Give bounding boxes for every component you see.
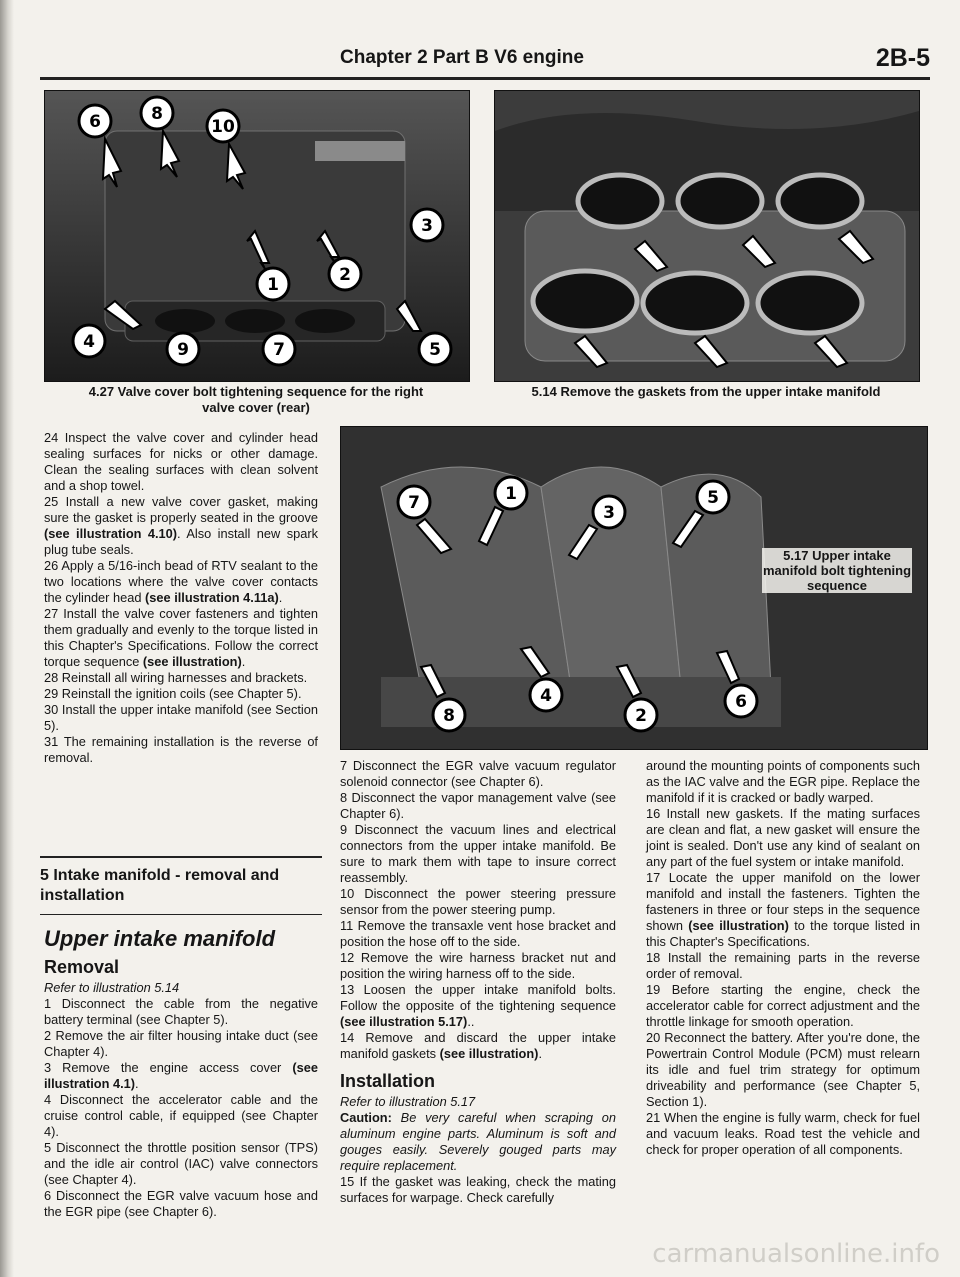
- callout-marker: [257, 268, 289, 300]
- paragraph: 28 Reinstall all wiring harnesses and brackets.: [44, 670, 308, 685]
- svg-text:2: 2: [635, 706, 647, 726]
- middle-column: [340, 758, 616, 1206]
- paragraph: 6 Disconnect the EGR valve vacuum hose and the EGR pipe (see Chapter 6).: [44, 1188, 318, 1219]
- paragraph: 9 Disconnect the vacuum lines and electrical connectors from the upper intake manifold. Be sure to mark them with tape to insure correct reassembly.: [340, 822, 616, 885]
- paragraph: 21 When the engine is fully warm, check for fuel and vacuum leaks. Road test the vehicle and check for proper operation of all components.: [646, 1110, 920, 1157]
- left-column-bottom: [44, 920, 318, 1220]
- svg-text:9: 9: [177, 340, 189, 360]
- callout-marker: [207, 110, 239, 142]
- svg-text:5: 5: [429, 340, 441, 360]
- paragraph: 2 Remove the air filter housing intake duct (see Chapter 4).: [44, 1028, 318, 1059]
- header-rule: [40, 77, 930, 80]
- callout-marker: [725, 685, 757, 717]
- svg-text:4: 4: [83, 332, 95, 352]
- paragraph: 1 Disconnect the cable from the negative battery terminal (see Chapter 5).: [44, 996, 318, 1027]
- callout-marker: [73, 325, 105, 357]
- svg-text:8: 8: [443, 706, 455, 726]
- callout-marker: [530, 679, 562, 711]
- photo-5-14: [494, 90, 920, 382]
- illustration-reference: Refer to illustration 5.14: [44, 980, 180, 995]
- paragraph: 25 Install a new valve cover gasket, making sure the gasket is properly seated in the groove (see illustration 4.10). Also install new spark plug tube seals.: [44, 494, 318, 557]
- callout-marker: [419, 333, 451, 365]
- watermark: carmanualsonline.info: [652, 1239, 940, 1269]
- paragraph: 10 Disconnect the power steering pressure sensor from the power steering pump.: [340, 886, 616, 917]
- page-number: 2B-5: [875, 44, 930, 72]
- paragraph: 4 Disconnect the accelerator cable and the cruise control cable, if equipped (see Chapter 4).: [44, 1092, 318, 1139]
- svg-text:1: 1: [267, 275, 279, 295]
- callout-marker: [495, 477, 527, 509]
- paragraph: 12 Remove the wire harness bracket nut and position the wiring harness off to the side.: [340, 950, 616, 981]
- paragraph: 3 Remove the engine access cover (see illustration 4.1).: [44, 1060, 318, 1091]
- svg-text:8: 8: [151, 104, 163, 124]
- paragraph: around the mounting points of components such as the IAC valve and the EGR pipe. Replace the manifold if it is cracked or badly warped.: [646, 758, 920, 805]
- paragraph: 19 Before starting the engine, check the accelerator cable for correct adjustment and the throttle linkage for smooth operation.: [646, 982, 920, 1029]
- left-column-top: [44, 430, 318, 766]
- svg-text:7: 7: [273, 340, 285, 360]
- section-heading: 5 Intake manifold - removal and installation: [40, 856, 322, 915]
- svg-text:7: 7: [408, 493, 420, 513]
- paragraph: 26 Apply a 5/16-inch bead of RTV sealant to the two locations where the valve cover contacts the cylinder head (see illustration 4.11a).: [44, 558, 318, 605]
- svg-text:6: 6: [89, 112, 101, 132]
- caption-5-14: 5.14 Remove the gaskets from the upper intake manifold: [531, 384, 881, 399]
- paragraph: 5 Disconnect the throttle position sensor (TPS) and the idle air control (IAC) valve connectors (see Chapter 4).: [44, 1140, 318, 1187]
- paragraph: 14 Remove and discard the upper intake manifold gaskets (see illustration).: [340, 1030, 616, 1061]
- callout-marker: [593, 496, 625, 528]
- caption-5-17: 5.17 Upper intake manifold bolt tightening sequence: [762, 548, 912, 593]
- paragraph: 7 Disconnect the EGR valve vacuum regulator solenoid connector (see Chapter 6).: [340, 758, 616, 789]
- svg-text:4: 4: [540, 686, 552, 706]
- callout-marker: [697, 481, 729, 513]
- svg-text:6: 6: [735, 692, 747, 712]
- callout-marker: [167, 333, 199, 365]
- svg-text:10: 10: [211, 117, 235, 137]
- callout-marker: [398, 486, 430, 518]
- illustration-reference: Refer to illustration 5.17: [340, 1094, 476, 1109]
- paragraph: 15 If the gasket was leaking, check the mating surfaces for warpage. Check carefully: [340, 1174, 616, 1205]
- paragraph: 8 Disconnect the vapor management valve (see Chapter 6).: [340, 790, 616, 821]
- page-header: [40, 44, 930, 74]
- svg-text:3: 3: [603, 503, 615, 523]
- callout-marker: [263, 333, 295, 365]
- page-spine-shadow: [0, 0, 14, 1277]
- paragraph: 29 Reinstall the ignition coils (see Chapter 5).: [44, 686, 302, 701]
- callout-marker: [625, 699, 657, 731]
- paragraph: 13 Loosen the upper intake manifold bolts. Follow the opposite of the tightening sequence (see illustration 5.17)..: [340, 982, 616, 1029]
- removal-heading: Removal: [44, 957, 120, 977]
- callout-marker: [79, 105, 111, 137]
- callout-marker: [141, 97, 173, 129]
- svg-text:2: 2: [339, 265, 351, 285]
- photo-4-27: [44, 90, 470, 382]
- caption-4-27: 4.27 Valve cover bolt tightening sequence for the right valve cover (rear): [88, 384, 424, 415]
- paragraph: 16 Install new gaskets. If the mating surfaces are clean and flat, a new gasket will ensure the joint is sealed. Don't use any kind of sealant on any part of the fuel system or intake manifold.: [646, 806, 920, 869]
- caution-note: Caution: Be very careful when scraping on aluminum engine parts. Aluminum is soft and gouges easily. Severely gouged parts may require replacement.: [340, 1110, 616, 1173]
- svg-text:3: 3: [421, 216, 433, 236]
- svg-text:5: 5: [707, 488, 719, 508]
- paragraph: 11 Remove the transaxle vent hose bracket and position the hose off to the side.: [340, 918, 616, 949]
- paragraph: 31 The remaining installation is the reverse of removal.: [44, 734, 318, 765]
- callout-marker: [411, 209, 443, 241]
- paragraph: 17 Locate the upper manifold on the lower manifold and install the fasteners. Tighten the fasteners in three or four steps in the sequence shown (see illustration) to the torque listed in this Chapter's Specifications.: [646, 870, 920, 949]
- chapter-title: Chapter 2 Part B V6 engine: [340, 47, 584, 68]
- svg-text:1: 1: [505, 484, 517, 504]
- paragraph: 30 Install the upper intake manifold (see Section 5).: [44, 702, 318, 733]
- paragraph: 20 Reconnect the battery. After you're done, the Powertrain Control Module (PCM) must relearn its idle and fuel trim strategy for optimum driveability and performance (see Chapter 5, Section 1).: [646, 1030, 920, 1109]
- subsection-title: Upper intake manifold: [44, 926, 276, 951]
- paragraph: 24 Inspect the valve cover and cylinder head sealing surfaces for nicks or other damage. Clean the sealing surfaces with clean solvent and a shop towel.: [44, 430, 318, 493]
- paragraph: 18 Install the remaining parts in the reverse order of removal.: [646, 950, 920, 981]
- paragraph: 27 Install the valve cover fasteners and tighten them gradually and evenly to the torque listed in this Chapter's Specifications. Follow the correct torque sequence (see illustration).: [44, 606, 318, 669]
- installation-heading: Installation: [340, 1071, 436, 1091]
- callout-marker: [433, 699, 465, 731]
- right-column: [646, 758, 920, 1158]
